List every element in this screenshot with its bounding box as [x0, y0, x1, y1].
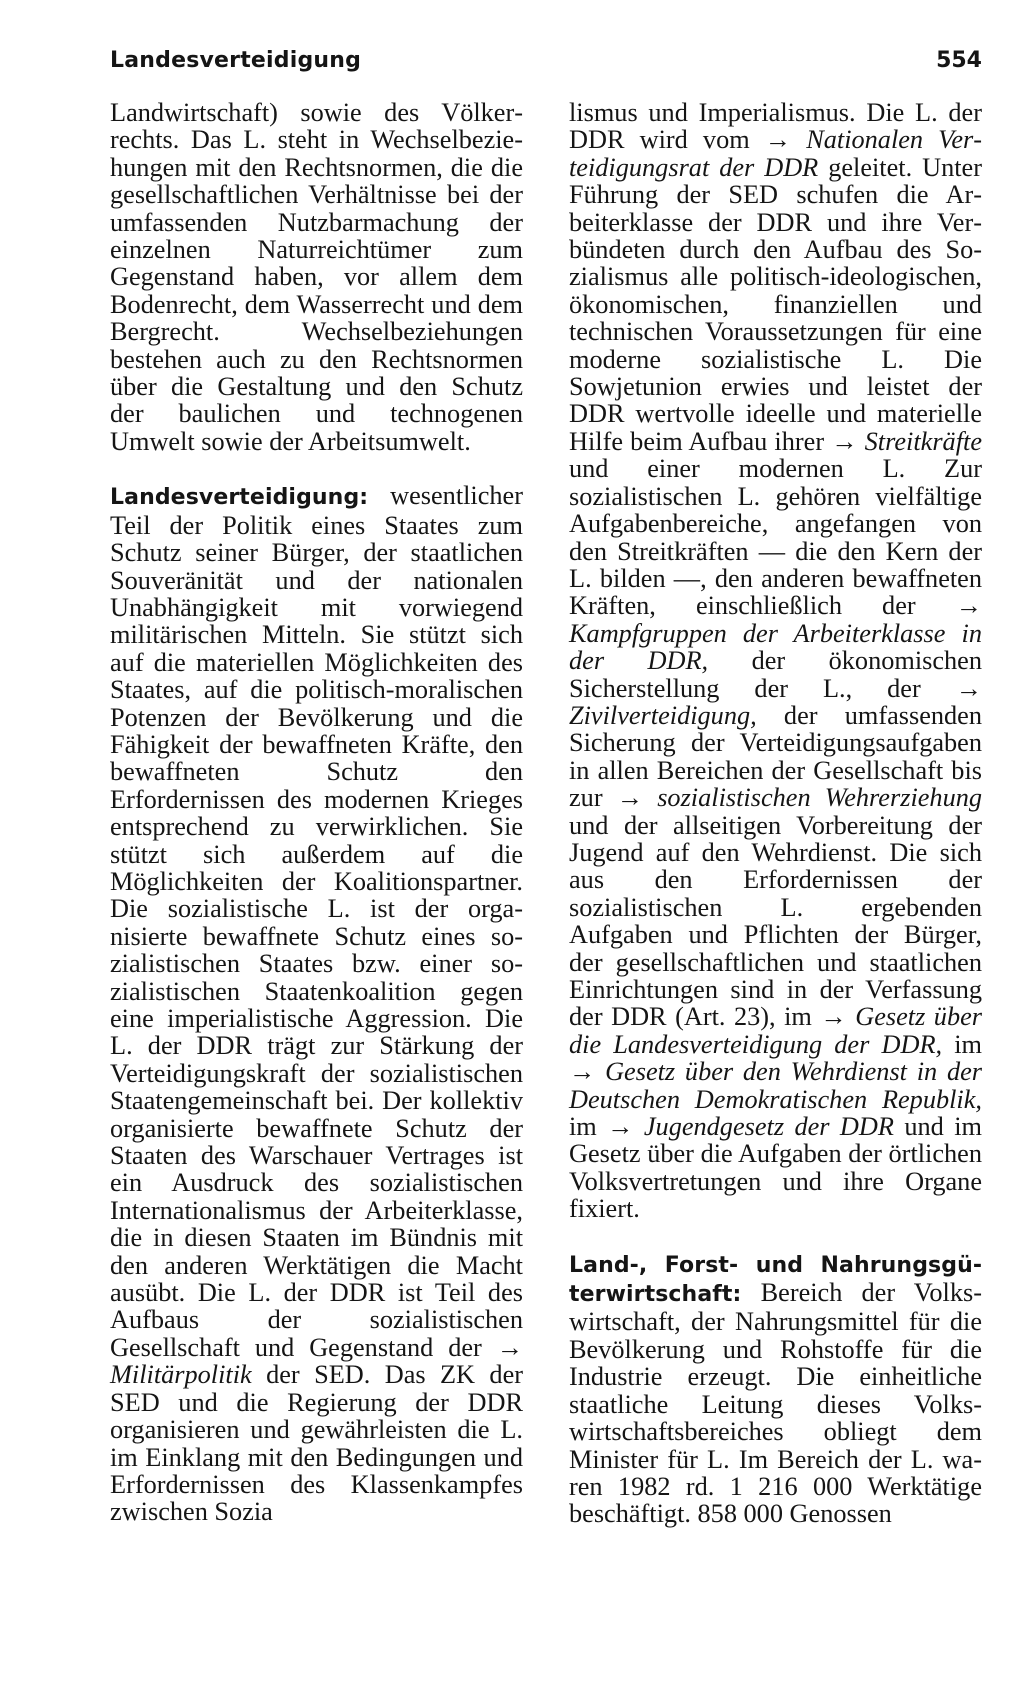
continued-entry-text	[569, 99, 982, 1223]
cross-reference-verteidigungsrat[interactable]: Nationalen Verteidigungsrat der DDR	[569, 125, 982, 182]
entry-landesverteidigung	[110, 482, 523, 1525]
entry-body-text: wesentlicher Teil der Politik eines Staates zum Schutz seiner Bürger, der staatlichen Souveränität und der nationalen Unabhängigkeit mit vorwiegend militärischen Mitteln. Sie stützt sich auf die materiellen Möglichkeiten des Staates, auf die politisch-moralischen Potenzen der Bevölkerung und die Fähigkeit der bewaffneten Kräfte, den bewaffneten Schutz den Erfordernissen des modernen Krieges entsprechend zu verwirklichen. Sie stützt sich außerdem auf die Möglichkeiten der Koalitionspartner. Die sozialistische L. ist der organisierte bewaffnete Schutz eines sozialistischen Staates bzw. einer sozialistischen Staatenkoalition gegen eine imperialistische Aggression. Die L. der DDR trägt zur Stärkung der Verteidigungskraft der sozialistischen Staatengemeinschaft bei. Der kollektiv organisierte bewaffnete Schutz der Staaten des Warschauer Vertrages ist ein Ausdruck des sozialistischen Internationalismus der Arbeiterklasse, die in diesen Staaten im Bündnis mit den anderen Werktätigen die Macht ausübt. Die L. der DDR ist Teil des Aufbaus der sozialistischen Gesellschaft und Gegenstand der	[110, 481, 523, 1362]
cross-reference-arrow-icon: →	[955, 673, 982, 703]
entry-body-text: im	[942, 1029, 982, 1059]
cross-reference-arrow-icon: →	[616, 783, 644, 813]
cross-reference-zivilverteidigung[interactable]: Zivilverteidigung,	[569, 700, 757, 730]
entry-body-text: geleitet. Unter Führung der SED schufen die Arbeiterklasse der DDR und ihre Verbündeten durch den Aufbau des Sozialismus alle politisch-ideologischen, ökonomischen, finanziellen und technischen Voraussetzungen für eine moderne sozialistische L. Die Sowjetunion erwies und leistet der DDR wertvolle ideelle und materielle Hilfe beim Aufbau ihrer	[569, 152, 982, 456]
entry-body-text: lismus und Imperialismus. Die L. der DDR wird vom	[569, 98, 982, 155]
cross-reference-arrow-icon: →	[831, 426, 858, 456]
running-head: Landesverteidigung	[110, 48, 362, 73]
cross-reference-gesetz-wehrdienst[interactable]: Gesetz über den Wehrdienst in der Deutschen Demokratischen Republik,	[569, 1057, 983, 1114]
continued-entry-text: Landwirtschaft) sowie des Völkerrechts. Das L. steht in Wechselbeziehungen mit den Rechtsnormen, die die gesellschaftlichen Verhältnisse bei der umfassenden Nutzbarmachung der einzelnen Naturreichtümer zum Gegenstand haben, vor allem dem Bodenrecht, dem Wasserrecht und dem Bergrecht. Wechselbeziehungen bestehen auch zu den Rechtsnormen über die Gestaltung und den Schutz der baulichen und technogenen Umwelt sowie der Arbeitsumwelt.	[110, 98, 523, 456]
entry-term: Land-, Forst- und Nahrungsgüterwirtschaft:	[569, 1252, 982, 1308]
cross-reference-jugendgesetz[interactable]: Jugendgesetz der DDR	[643, 1112, 894, 1142]
left-column	[110, 99, 523, 1526]
page-number: 554	[936, 48, 982, 73]
cross-reference-wehrerziehung[interactable]: sozialistischen Wehrerziehung	[657, 783, 983, 813]
cross-reference-militaerpolitik[interactable]: Militärpolitik	[110, 1360, 252, 1390]
cross-reference-arrow-icon: →	[764, 125, 792, 155]
entry-term: Landesverteidigung:	[110, 485, 369, 511]
cross-reference-arrow-icon: →	[496, 1332, 523, 1362]
entry-body-text: und der allseitigen Vorbereitung der Jugend auf den Wehrdienst. Die sich aus den Erfordernissen der sozialistischen L. ergebenden Aufgaben und Pflichten der Bürger, der gesellschaftlichen und staatlichen Einrichtungen sind in der Verfassung der DDR (Art. 23), im	[569, 810, 982, 1032]
entry-body-text: und im Gesetz über die Aufgaben der örtlichen Volksvertretungen und ihre Organe fixiert.	[569, 1112, 982, 1224]
entry-body-text: Bereich der Volkswirtschaft, der Nahrungsmittel für die Bevölkerung und Rohstoffe für die Industrie erzeugt. Die einheitliche staatliche Leitung dieses Volkswirtschaftsbereiches obliegt dem Minister für L. Im Bereich der L. waren 1982 rd. 1 216 000 Werktätige beschäftigt. 858 000 Genossen	[569, 1278, 982, 1529]
cross-reference-streitkraefte[interactable]: Streitkräfte	[864, 426, 982, 456]
cross-reference-kampfgruppen[interactable]: Kampfgruppen der Arbeiterklasse in der DDR,	[569, 618, 982, 676]
entry-body-text: und einer modernen L. Zur sozialistischen L. gehören vielfältige Aufgabenbereiche, angefangen von den Streitkräften — die den Kern der L. bilden —, den anderen bewaffneten Kräften, einschließlich der	[569, 454, 982, 621]
entry-body-text: der umfassenden Sicherung der Verteidigungsaufgaben in allen Bereichen der Gesellschaft bis zur	[569, 700, 982, 813]
page-header	[110, 48, 982, 80]
entry-land-forst-nahrungsgueterwirtschaft	[569, 1250, 982, 1528]
cross-reference-arrow-icon: →	[607, 1112, 634, 1142]
cross-reference-arrow-icon: →	[820, 1002, 847, 1032]
cross-reference-arrow-icon: →	[955, 591, 982, 621]
cross-reference-arrow-icon: →	[569, 1057, 596, 1087]
entry-body-text: der SED. Das ZK der SED und die Regierung der DDR organisieren und gewährleisten die L. im Einklang mit den Bedingungen und Erfordernissen des Klassenkampfes zwischen Sozia	[110, 1360, 523, 1527]
entry-body-text: der ökonomischen Sicherstellung der L., der	[569, 646, 983, 703]
right-column	[569, 99, 982, 1528]
entry-body-text: im	[569, 1112, 608, 1142]
cross-reference-gesetz-landesverteidigung[interactable]: Gesetz über die Landesverteidigung der DDR,	[569, 1002, 983, 1059]
